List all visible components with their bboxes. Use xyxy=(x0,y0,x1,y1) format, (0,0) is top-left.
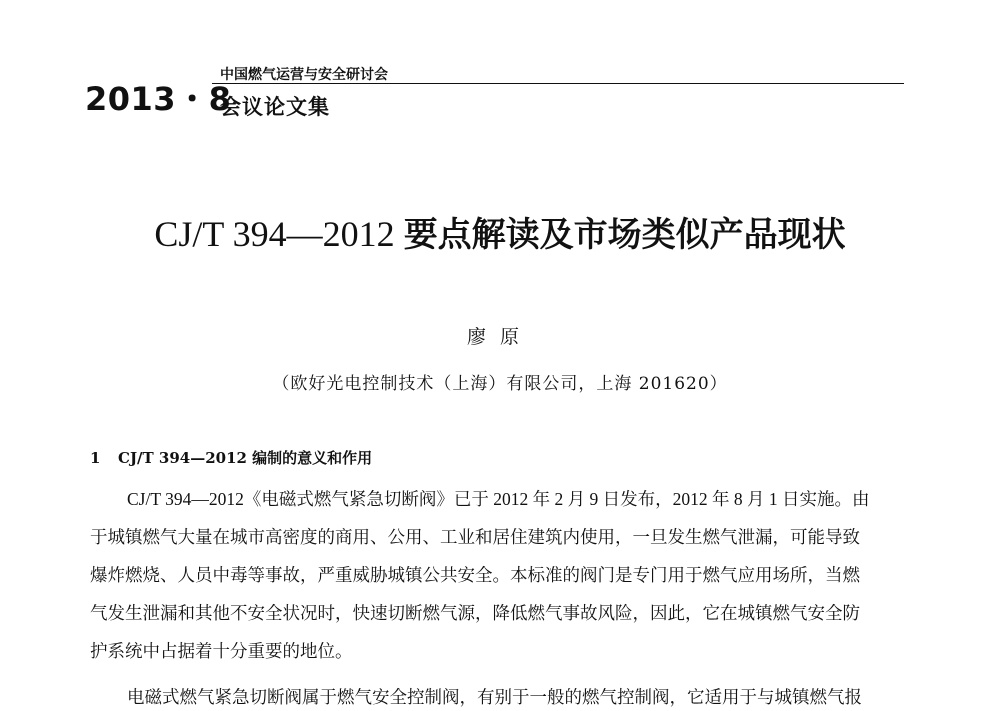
paper-title xyxy=(0,207,1000,256)
header-year: 2013・8 xyxy=(85,80,232,118)
paragraph-line: 爆炸燃烧、人员中毒等事故，严重威胁城镇公共安全。本标准的阀门是专门用于燃气应用场所，当燃 xyxy=(90,565,860,585)
paragraph-line: 护系统中占据着十分重要的地位。 xyxy=(90,641,353,661)
paragraph-line: 电磁式燃气紧急切断阀属于燃气安全控制阀，有别于一般的燃气控制阀，它适用于与城镇燃气报 xyxy=(127,687,862,707)
section-heading xyxy=(90,447,372,468)
title-text: 要点解读及市场类似产品现状 xyxy=(403,215,846,255)
section-number: 1 xyxy=(90,449,101,467)
header-conference-name: 中国燃气运营与安全研讨会 xyxy=(220,67,388,83)
header-proceedings: 会议论文集 xyxy=(220,95,330,119)
header-rule xyxy=(212,83,904,84)
title-standard-code: CJ/T 394—2012 xyxy=(154,214,404,254)
section-title: CJ/T 394—2012 编制的意义和作用 xyxy=(118,449,373,467)
paragraph-line: 于城镇燃气大量在城市高密度的商用、公用、工业和居住建筑内使用，一旦发生燃气泄漏，可能导致 xyxy=(90,527,860,547)
paragraph-line: 气发生泄漏和其他不安全状况时，快速切断燃气源，降低燃气事故风险，因此，它在城镇燃气安全防 xyxy=(90,603,860,623)
author-affiliation: （欧好光电控制技术（上海）有限公司，上海 201620） xyxy=(272,374,728,394)
paragraph-line: CJ/T 394—2012《电磁式燃气紧急切断阀》已于 2012 年 2 月 9 日发布，2012 年 8 月 1 日实施。由 xyxy=(127,489,870,509)
author-name: 廖原 xyxy=(466,326,533,348)
